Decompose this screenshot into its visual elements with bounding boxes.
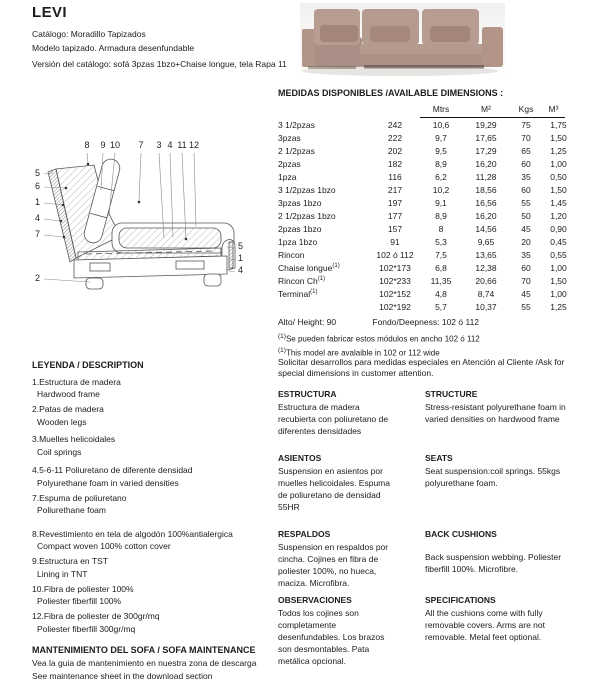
- model-mtrs: 10,6: [432, 119, 450, 130]
- model-m2: 19,29: [475, 119, 497, 130]
- dimension-row: [278, 118, 575, 131]
- catalog-line-2: Modelo tapizado. Armadura desenfundable: [32, 43, 195, 53]
- dimension-row: [278, 144, 575, 157]
- spec-en-title: SEATS: [425, 453, 453, 463]
- model-name: 2 1/2pzas 1bzo: [278, 210, 336, 221]
- legend-item: [32, 528, 274, 553]
- spec-es: [278, 452, 394, 528]
- legend-item-en: Compact woven 100% cotton cover: [37, 541, 171, 551]
- model-kgs: 70: [521, 132, 531, 143]
- spec-es-title: ESTRUCTURA: [278, 389, 337, 399]
- model-m3: 0,90: [550, 223, 567, 234]
- spec-es-title: ASIENTOS: [278, 453, 322, 463]
- product-photo: [300, 3, 505, 79]
- model-mtrs: 10,2: [432, 184, 450, 195]
- model-m3: 1,00: [550, 158, 567, 169]
- spec-es-body: Todos los cojines son completamente desenfundables. Los brazos son desmontables. Pata metálica opcional.: [278, 608, 385, 666]
- legend-item-es: 7.Espuma de poliuretano: [32, 492, 127, 503]
- spec-es-body: Estructura de madera recubierta con poliuretano de diferentes densidades: [278, 402, 389, 436]
- dimensions-table: [278, 104, 575, 313]
- model-m3: 0,50: [550, 171, 567, 182]
- spec-row: [278, 528, 605, 594]
- callout-4-right: 4: [238, 265, 244, 275]
- maintenance-section: [32, 644, 332, 680]
- dimension-row: [278, 300, 575, 313]
- model-width: 91: [390, 236, 400, 247]
- dimension-row: [278, 157, 575, 170]
- model-m3: 1,25: [550, 301, 567, 312]
- legend-item-es: 1.Estructura de madera: [32, 376, 121, 387]
- model-mtrs: 9,5: [435, 145, 447, 156]
- model-kgs: 60: [521, 158, 531, 169]
- col-header-kgs: Kgs: [518, 104, 534, 114]
- model-kgs: 65: [521, 145, 531, 156]
- footnote-es: $^{(1)}$Se pueden fabricar estos módulos en ancho 102 ó 112: [278, 333, 480, 344]
- callout-12: 12: [188, 140, 199, 150]
- model-name: 3pzas 1bzo: [278, 197, 322, 208]
- model-mtrs: 4,8: [435, 288, 447, 299]
- legend-item-es: 4.5-6-11 Poliuretano de diferente densidad: [32, 465, 193, 475]
- callout-10: 10: [109, 140, 120, 150]
- legend-item-es: 10.Fibra de poliester 100%: [32, 583, 134, 594]
- model-width: 197: [387, 197, 403, 208]
- dimensions-rows: [278, 118, 575, 313]
- model-width: 182: [387, 158, 403, 169]
- legend-item-en: Poliester fiberfill 100%: [37, 596, 122, 606]
- right-arm: [482, 27, 503, 67]
- dimensions-table-header: [278, 104, 575, 118]
- legend-item: [32, 433, 274, 458]
- callout-7-left: 7: [34, 229, 40, 239]
- callout-6: 6: [34, 181, 40, 191]
- model-kgs: 20: [521, 236, 531, 247]
- callout-5-left: 5: [34, 168, 40, 178]
- catalog-line-3: Versión del catálogo: sofá 3pzas 1bzo+Chaise longue, tela Rapa 11: [32, 59, 287, 69]
- dimension-row: [278, 183, 575, 196]
- col-header-mtrs: Mtrs: [432, 104, 450, 114]
- model-m3: 1,50: [550, 184, 567, 195]
- sofa-cross-section-diagram: [8, 138, 258, 300]
- legend-item: [32, 555, 274, 580]
- base-shadow: [364, 65, 484, 69]
- spec-en-body: Seat suspension:coil springs. 55kgs polyurethane foam.: [425, 466, 561, 488]
- model-kgs: 75: [521, 119, 531, 130]
- model-m2: 10,37: [475, 301, 497, 312]
- model-mtrs: 11,35: [430, 275, 452, 286]
- legend-item-en: Poliester fiberfill 300gr/mq: [37, 623, 136, 634]
- left-arm: [302, 29, 315, 67]
- model-name: Terminal$^{(1)}$: [278, 288, 318, 299]
- dimension-row: [278, 196, 575, 209]
- callout-9: 9: [100, 140, 106, 150]
- dimension-row: [278, 287, 575, 300]
- maintenance-en: See maintenance sheet in the download section: [32, 671, 213, 680]
- dimension-row: [278, 209, 575, 222]
- model-m2: 8,74: [477, 288, 495, 299]
- chaise-shadow: [308, 66, 356, 69]
- legend-item: [32, 610, 274, 635]
- model-name: Rincon: [278, 249, 305, 260]
- model-mtrs: 5,7: [435, 301, 447, 312]
- callout-4-left: 4: [34, 213, 40, 223]
- dimension-row: [278, 131, 575, 144]
- model-m3: 1,45: [550, 197, 567, 208]
- legend-item-en: Wooden legs: [37, 416, 87, 427]
- legend-item-en: Poliurethane foam: [37, 505, 106, 515]
- footnote-en: $^{(1)}$This model are avalaible in 102 or 112 wide: [278, 346, 440, 358]
- spec-en-body: Back suspension webbing. Poliester fiberfill 100%. Microfibre.: [425, 552, 562, 574]
- legend-item-en: Lining in TNT: [37, 568, 88, 579]
- model-m3: 1,25: [550, 145, 567, 156]
- legend-item-en: Hardwood frame: [37, 389, 100, 399]
- model-m3: 1,20: [550, 210, 567, 221]
- model-m2: 16,20: [475, 158, 497, 169]
- dimension-row: [278, 235, 575, 248]
- legend-item: [32, 464, 274, 489]
- legend-item: [32, 583, 274, 608]
- legend-item-es: 2.Patas de madera: [32, 404, 104, 414]
- model-mtrs: 8,9: [435, 210, 447, 221]
- spec-en: [425, 528, 575, 594]
- dimensions-title: MEDIDAS DISPONIBLES /AVAILABLE DIMENSIONS :: [278, 88, 504, 98]
- catalog-line-1: Catálogo: Moradillo Tapizados: [32, 29, 146, 39]
- seat-cushions: [360, 44, 488, 55]
- model-kgs: 55: [521, 197, 531, 208]
- callout-4-top: 4: [167, 140, 173, 150]
- model-kgs: 45: [521, 223, 531, 234]
- callout-11: 11: [177, 140, 187, 150]
- legend-item-es: 12.Fibra de poliester de 300gr/mq: [32, 611, 160, 621]
- model-m2: 11,28: [475, 171, 497, 182]
- catalog-header: [32, 27, 300, 71]
- model-width: 217: [387, 184, 403, 195]
- dimension-row: [278, 261, 575, 274]
- spec-es-body: Suspension en asientos por muelles helicoidales. Espuma de poliuretano de densidad 55HR: [278, 466, 390, 512]
- model-m3: 1,75: [550, 119, 567, 130]
- model-m3: 0,55: [550, 249, 567, 260]
- callout-1-left: 1: [34, 197, 40, 207]
- model-name: 2pzas: [278, 158, 301, 169]
- spec-en-title: SPECIFICATIONS: [425, 595, 496, 605]
- model-mtrs: 6,8: [435, 262, 447, 273]
- model-kgs: 55: [521, 301, 531, 312]
- model-width: 116: [388, 171, 402, 182]
- model-m2: 20,66: [475, 275, 497, 286]
- footnotes: [278, 331, 480, 358]
- model-name: 3 1/2pzas 1bzo: [278, 184, 336, 195]
- legend-items: [32, 376, 274, 636]
- spec-row: [278, 452, 605, 528]
- dimension-row: [278, 274, 575, 287]
- callout-8: 8: [84, 140, 90, 150]
- callout-5-right: 5: [238, 241, 244, 251]
- spec-es-body: Suspension en respaldos por cincha. Cojines en fibra de poliester 100%, no hueca, maciza. Microfibra.: [278, 542, 389, 588]
- model-width: 102 ó 112: [376, 249, 414, 260]
- legend-item: [32, 376, 274, 401]
- model-width: 222: [387, 132, 403, 143]
- maintenance-title: MANTENIMIENTO DEL SOFA / SOFA MAINTENANCE: [32, 645, 256, 655]
- legend-title: LEYENDA / DESCRIPTION: [32, 360, 144, 370]
- model-m2: 14,56: [475, 223, 497, 234]
- spec-en: [425, 594, 575, 667]
- dimension-row: [278, 248, 575, 261]
- legend-item: [32, 403, 274, 428]
- spec-en: [425, 388, 575, 452]
- model-mtrs: 9,1: [435, 197, 447, 208]
- legend-item: [32, 492, 274, 517]
- model-m2: 16,20: [475, 210, 497, 221]
- model-m3: 1,50: [550, 275, 567, 286]
- model-name: 1pza 1bzo: [278, 236, 318, 247]
- model-name: 3pzas: [278, 132, 301, 143]
- model-kgs: 45: [521, 288, 531, 299]
- model-m2: 18,56: [475, 184, 497, 195]
- maintenance-es: Vea la guia de mantenimiento en nuestra zona de descarga: [32, 658, 257, 668]
- model-mtrs: 8,9: [435, 158, 447, 169]
- model-name: 1pza: [278, 171, 297, 182]
- spec-en: [425, 452, 575, 528]
- legend-item-es: 8.Revestimiento en tela de algodón 100%antialergica: [32, 528, 233, 539]
- specifications-section: [278, 388, 605, 667]
- dimension-row: [278, 222, 575, 235]
- model-kgs: 35: [521, 171, 531, 182]
- model-name: 3 1/2pzas: [278, 119, 315, 130]
- height-depth-line: [278, 317, 479, 327]
- model-mtrs: 7,5: [435, 249, 447, 260]
- dimension-row: [278, 170, 575, 183]
- spec-es-title: OBSERVACIONES: [278, 595, 352, 605]
- model-m2: 16,56: [475, 197, 497, 208]
- legend-item-es: 9.Estructura en TST: [32, 556, 108, 566]
- model-m3: 1,00: [550, 288, 567, 299]
- model-kgs: 70: [521, 275, 531, 286]
- spec-row: [278, 388, 605, 452]
- model-mtrs: 9,7: [435, 132, 447, 143]
- spec-es: [278, 528, 394, 594]
- height-label: Alto/ Height: 90: [278, 317, 337, 327]
- model-m2: 17,65: [475, 132, 497, 143]
- page-title: LEVI: [32, 4, 67, 21]
- model-m3: 1,50: [550, 132, 567, 143]
- legend-item-es: 3.Muelles helicoidales: [32, 434, 116, 444]
- model-mtrs: 8: [438, 223, 444, 234]
- model-kgs: 35: [521, 249, 531, 260]
- model-name: 2pzas 1bzo: [278, 223, 322, 234]
- spec-es: [278, 388, 394, 452]
- model-m2: 17,29: [475, 145, 497, 156]
- model-width: 102*152: [379, 288, 411, 299]
- spec-en-body: Stress-resistant polyurethane foam in varied densities on hardwood frame: [425, 402, 566, 424]
- pillow-3: [430, 26, 470, 42]
- model-kgs: 60: [521, 184, 531, 195]
- model-m2: 13,65: [475, 249, 497, 260]
- col-header-m2: M²: [481, 104, 491, 114]
- model-width: 102*192: [379, 301, 411, 312]
- model-mtrs: 6,2: [435, 171, 447, 182]
- model-kgs: 50: [521, 210, 531, 221]
- model-m3: 0,45: [550, 236, 567, 247]
- spec-en-title: STRUCTURE: [425, 389, 478, 399]
- legend-item-en: Coil springs: [37, 446, 82, 457]
- callout-1-right: 1: [238, 253, 244, 263]
- pillow-2: [370, 26, 410, 42]
- spec-es-title: RESPALDOS: [278, 529, 331, 539]
- model-m3: 1,00: [550, 262, 567, 273]
- model-m2: 9,65: [477, 236, 495, 247]
- model-m2: 12,38: [475, 262, 497, 273]
- model-width: 157: [387, 223, 403, 234]
- callout-2: 2: [34, 273, 40, 283]
- model-width: 102*173: [379, 262, 411, 273]
- legend-section: [32, 359, 274, 638]
- model-name: Chaise longue$^{(1)}$: [278, 262, 340, 273]
- model-name: 2 1/2pzas: [278, 145, 315, 156]
- callout-3: 3: [156, 140, 162, 150]
- model-width: 242: [387, 119, 403, 130]
- legend-item-en: Polyurethane foam in varied densities: [37, 477, 179, 488]
- col-header-m3: M³: [548, 104, 559, 114]
- model-name: Rincon Ch$^{(1)}$: [278, 275, 326, 286]
- model-width: 177: [387, 210, 403, 221]
- pillow-1: [320, 25, 358, 42]
- model-width: 102*233: [379, 275, 411, 286]
- model-kgs: 60: [521, 262, 531, 273]
- special-dimensions-note: Solicitar desarrollos para medidas especiales en Atención al Cliente /Ask for special dimensions in customer attention.: [278, 357, 565, 378]
- cross-section-drawing: [8, 138, 258, 300]
- callout-7-top: 7: [138, 140, 144, 150]
- spec-en-title: BACK CUSHIONS: [425, 529, 497, 539]
- spec-en-body: All the cushions come with fully removable covers. Arms are not removable. Metal feet optional.: [425, 608, 545, 642]
- depth-label: Fondo/Deepness: 102 ó 112: [372, 317, 480, 327]
- model-width: 202: [387, 145, 403, 156]
- model-mtrs: 5,3: [435, 236, 447, 247]
